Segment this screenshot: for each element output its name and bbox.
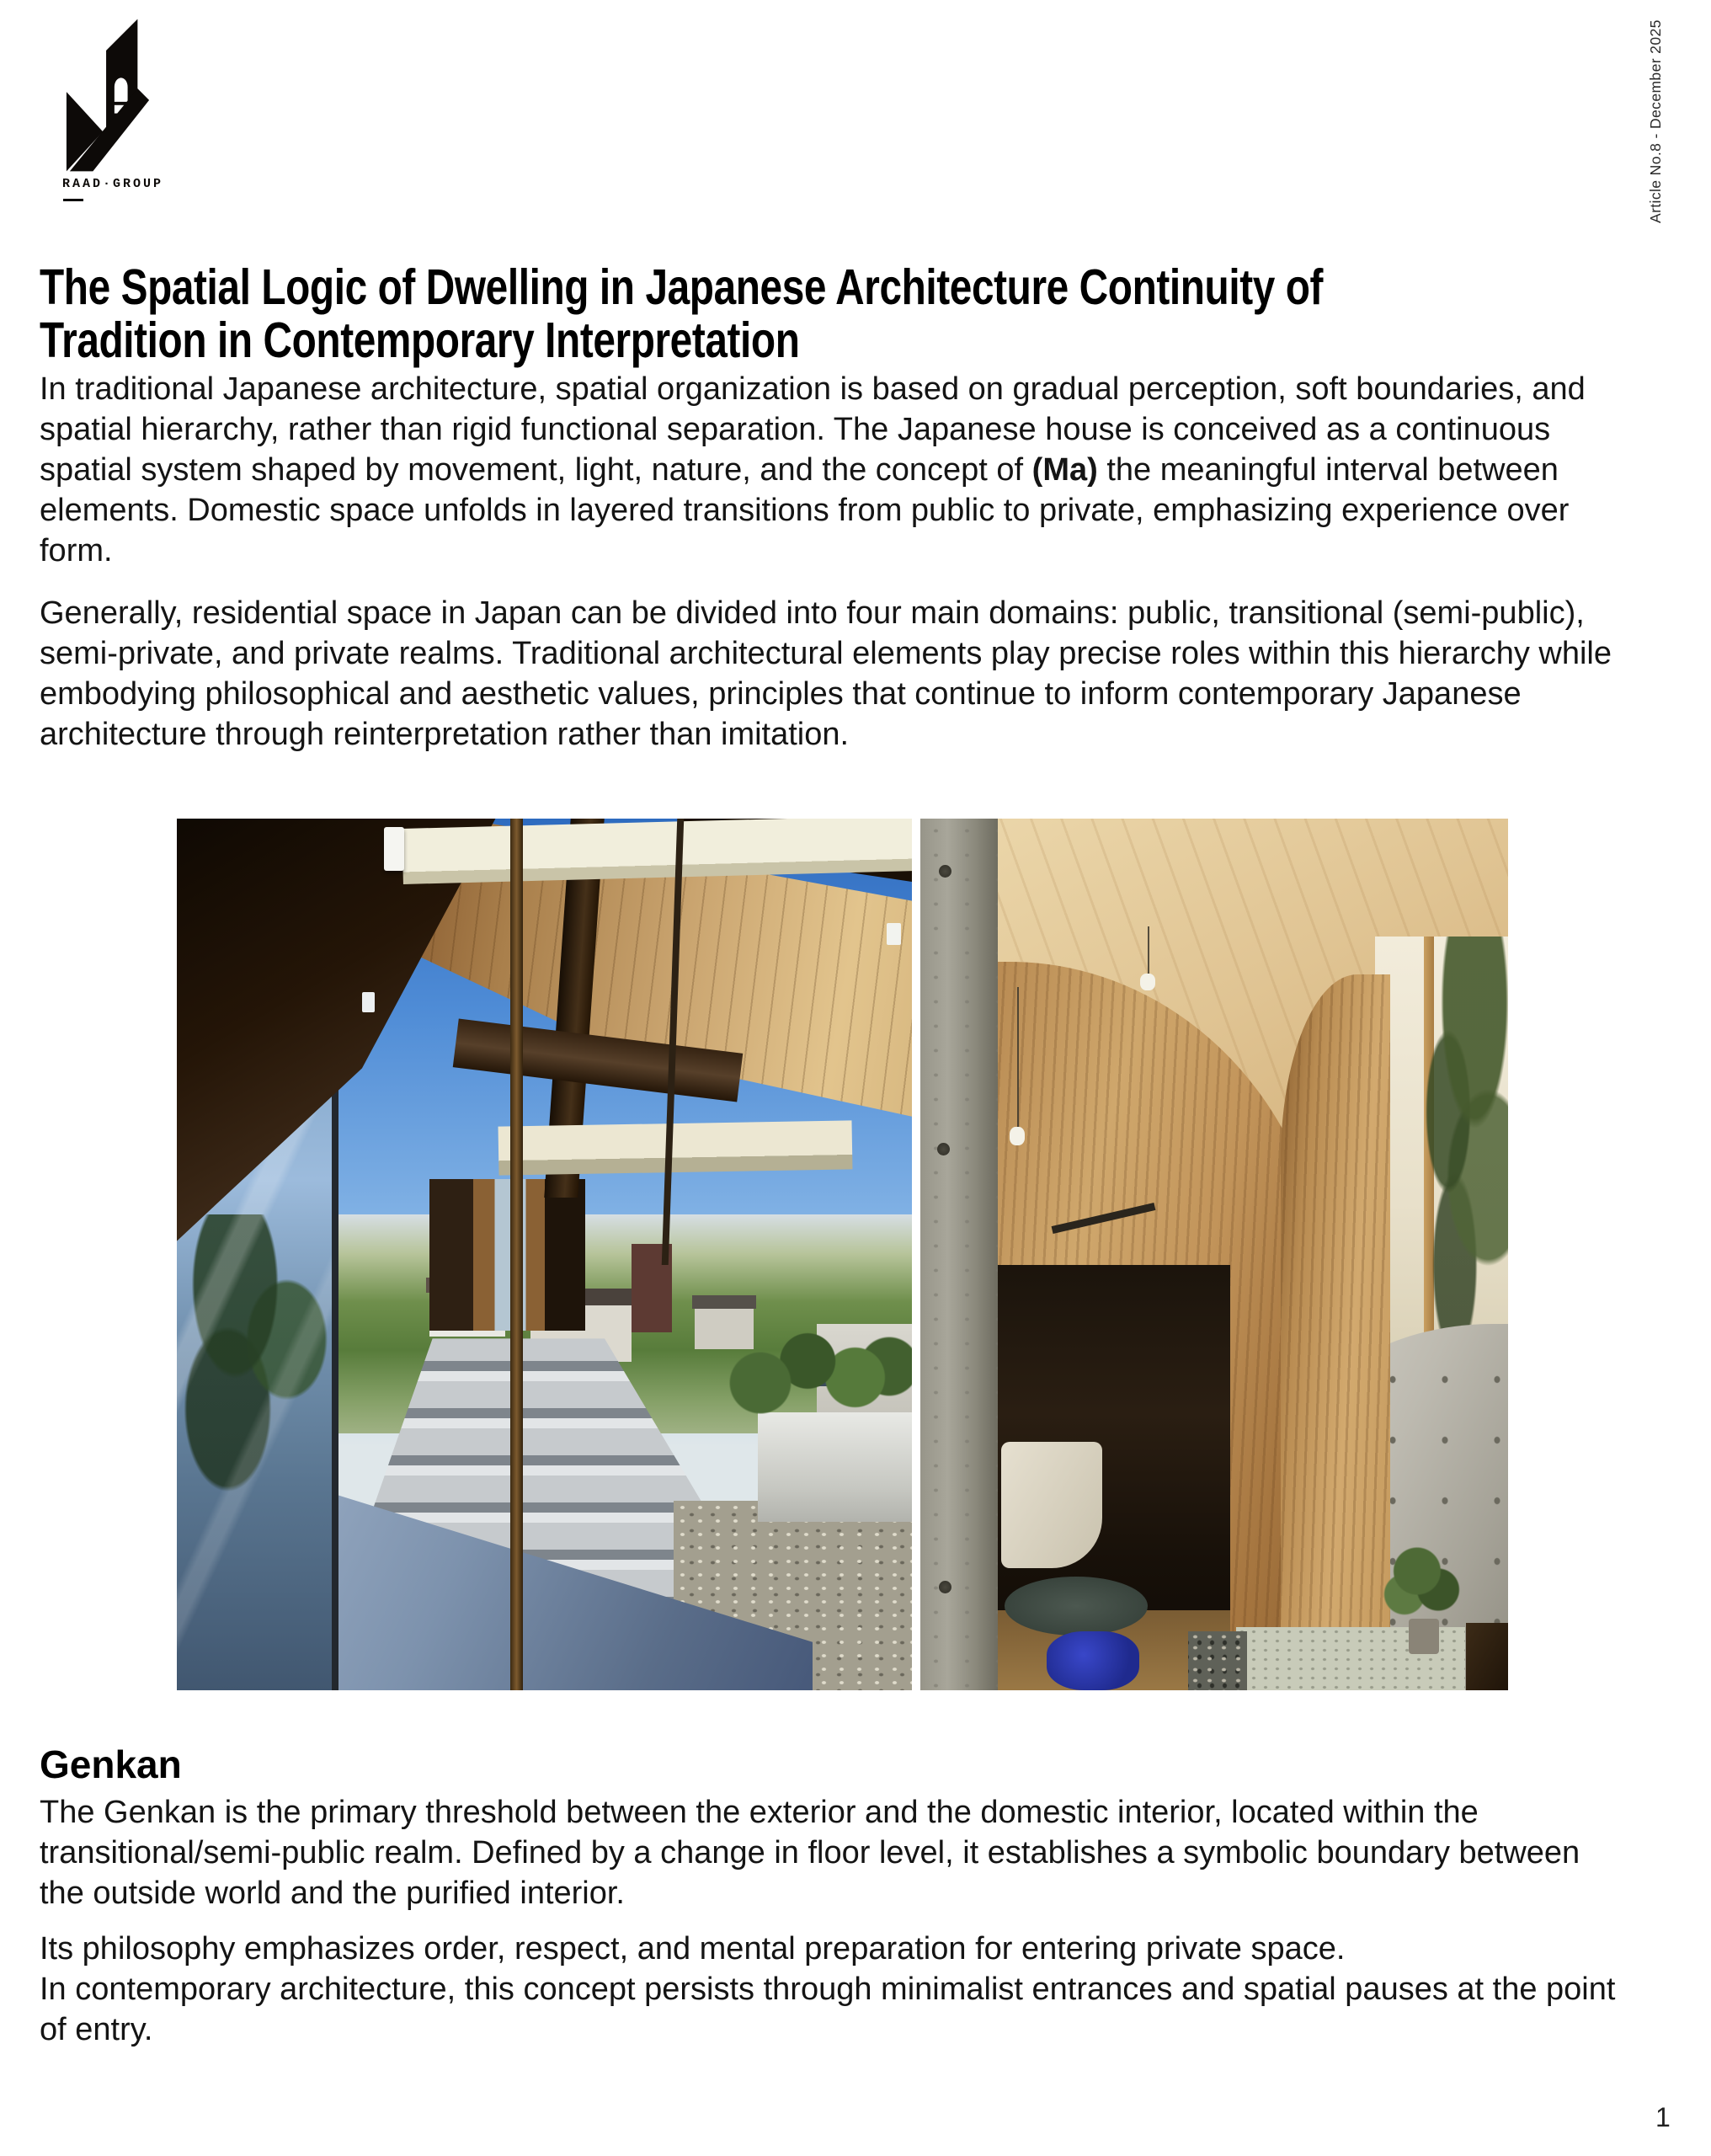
pendant-light-cord: [1148, 926, 1149, 977]
genkan-paragraph-1: The Genkan is the primary threshold between the exterior and the domestic interior, located within the transitional/semi-public realm. Defined by a change in floor level, it establishes a symbolic boundary between the outside world and the purified interior.: [40, 1795, 1580, 1911]
wall-lamp: [384, 827, 404, 871]
white-bench: [1001, 1442, 1102, 1568]
interior-curved-plywood-photo: [920, 819, 1508, 1690]
intro-p1-pre: In traditional Japanese architecture, spatial organization is based on gradual perception, soft boundaries, and spatial hierarchy, rather than rigid functional separation. The Japanese house is conceived as a continuous spatial system shaped by movement, light, nature, and the concept of: [40, 371, 1586, 488]
intro-p1-post: the meaningful interval between elements. Domestic space unfolds in layered transitions from public to private, emphasizing experience over form.: [40, 452, 1570, 568]
pendant-light-cord: [1017, 987, 1019, 1130]
dark-wood-corner: [1466, 1623, 1508, 1690]
olive-tree-foliage: [1375, 937, 1508, 1374]
intro-paragraph-1: [40, 369, 1623, 571]
concrete-column-texture: [920, 819, 998, 1690]
form-tie-hole: [939, 865, 951, 878]
blue-cushion: [1047, 1631, 1139, 1690]
article-issue-info: Article No.8 - December 2025: [1647, 19, 1664, 223]
wall-lamp: [887, 923, 901, 945]
article-title: [40, 261, 1608, 367]
form-tie-hole: [937, 1143, 950, 1155]
round-rug: [1005, 1577, 1148, 1636]
entry-door: [429, 1179, 585, 1331]
genkan-text: [40, 1792, 1623, 2050]
intro-paragraph-2: Generally, residential space in Japan can be divided into four main domains: public, transitional (semi-public), semi-private, and private realms. Traditional architectural elements play precise roles within this hierarchy while embodying philosophical and aesthetic values, principles that continue to inform contemporary Japanese architecture through reinterpretation rather than imitation.: [40, 595, 1612, 752]
tall-door-frame: [510, 819, 523, 1690]
potted-plant: [1379, 1539, 1463, 1631]
plant-pot: [1409, 1619, 1439, 1654]
logo-underline: [63, 199, 83, 201]
section-heading-genkan: Genkan: [40, 1742, 182, 1786]
genkan-paragraph-3: In contemporary architecture, this concept persists through minimalist entrances and spatial pauses at the point of entry.: [40, 1972, 1616, 2047]
wall-lamp: [362, 992, 375, 1012]
portal-jamb-grain: [1281, 974, 1390, 1690]
planter-shrubs: [722, 1317, 912, 1427]
concrete-planter: [758, 1412, 912, 1522]
exterior-concrete-steps-photo: [177, 819, 912, 1690]
logo-wordmark: RAAD·GROUP: [62, 177, 164, 191]
article-title-line-1: The Spatial Logic of Dwelling in Japanese Architecture Continuity of: [40, 259, 1324, 315]
interior-gravel-strip: [1188, 1631, 1247, 1690]
page-number: 1: [1655, 2102, 1671, 2132]
glass-mullion: [332, 1036, 338, 1690]
pendant-light: [1140, 974, 1155, 990]
article-title-line-2: Tradition in Contemporary Interpretation: [40, 312, 800, 368]
cream-beam-mid: [498, 1120, 853, 1175]
raad-group-logo-icon: [63, 10, 154, 180]
ma-term: (Ma): [1031, 452, 1098, 488]
pendant-light: [1010, 1127, 1025, 1145]
form-tie-hole: [939, 1581, 951, 1593]
intro-text: [40, 369, 1623, 776]
genkan-paragraph-2: Its philosophy emphasizes order, respect, and mental preparation for entering private space.: [40, 1931, 1346, 1967]
village-house-roof: [692, 1295, 756, 1309]
